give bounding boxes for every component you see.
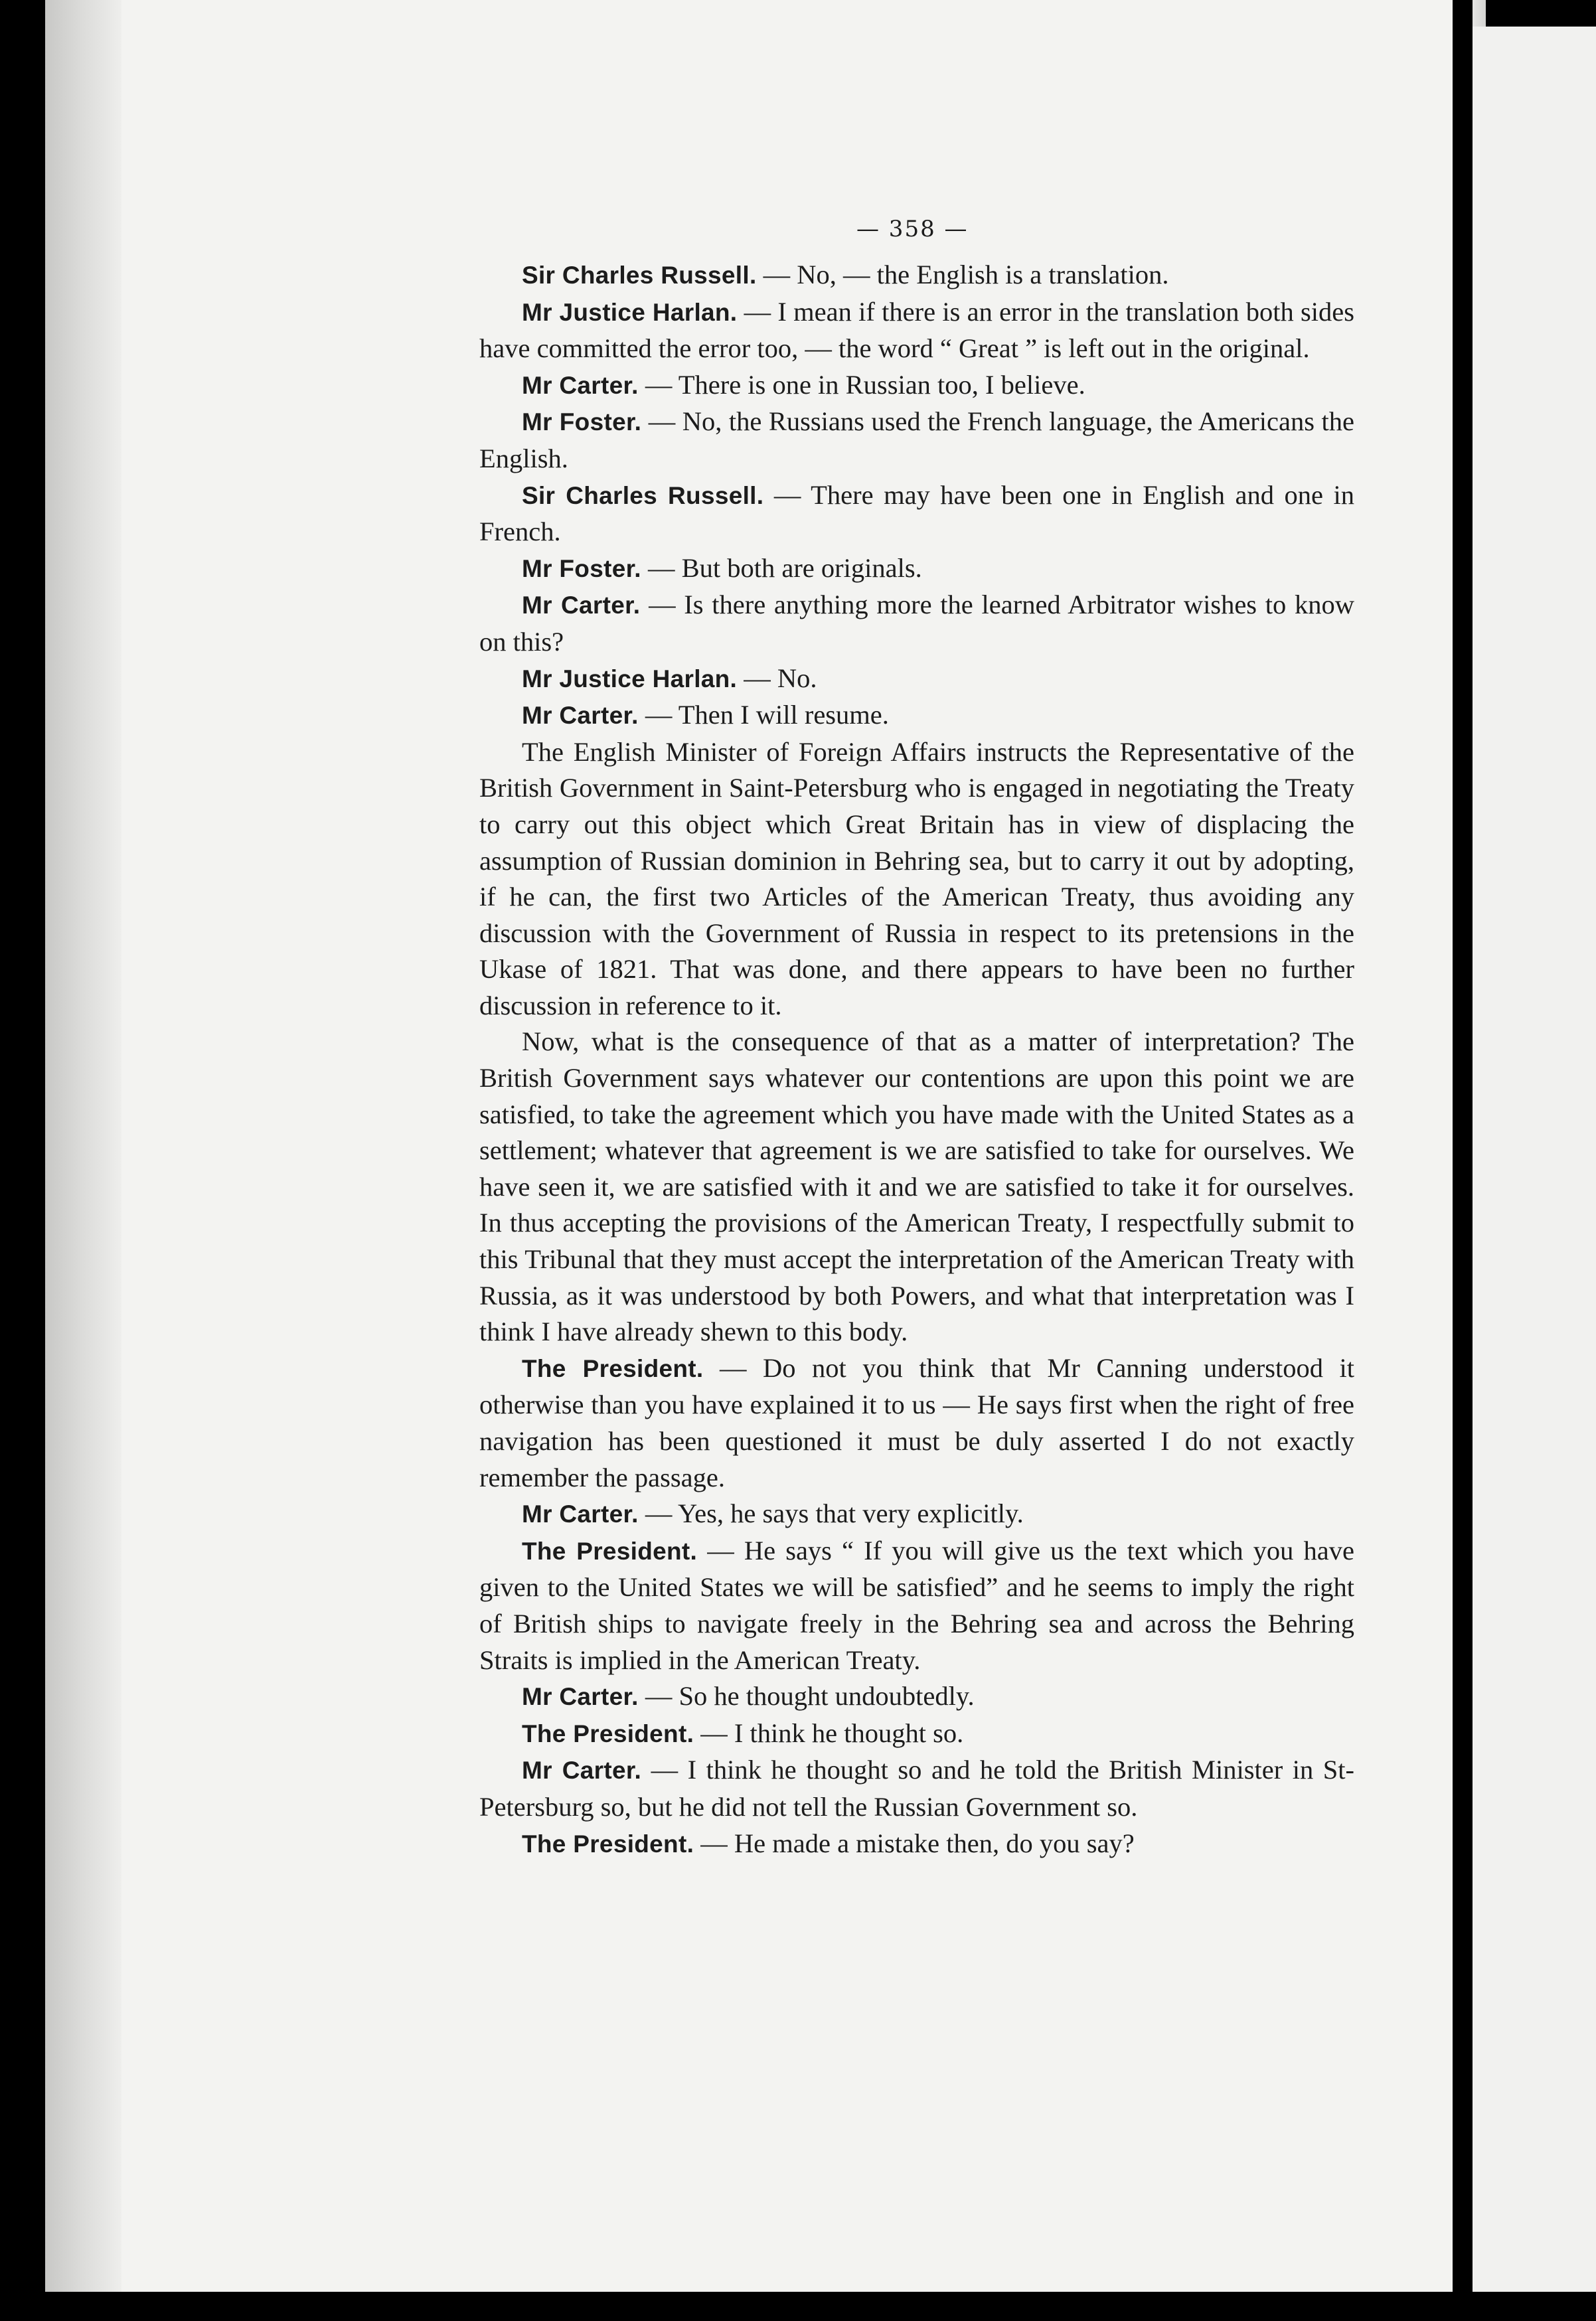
speaker-name: Mr Carter. — [522, 1757, 642, 1785]
paragraph-text: — There is one in Russian too, I believe. — [638, 369, 1085, 400]
speaker-name: Mr Foster. — [522, 554, 641, 582]
paragraph-text: Now, what is the consequence of that as a matter of interpretation? The British Government says whatever our contentions are upon this point we are satisfied, to take the agreement which you have made with the United States as a settlement; whatever that agreement is we are satisfied to take for ourselves. We have seen it, we are satisfied with it and we are satisfied to take it for ourselves. In thus accepting the provisions of the American Treaty, I respectfully submit to this Tribunal that they must accept the interpretation of the American Treaty with Russia, as it was understood by both Powers, and what that interpretation was I think I have already shewn to this body. — [479, 1026, 1354, 1347]
paragraph-text: — I mean if there is an error in the translation both sides have committed the error too, — the word “ Great ” is left out in the original. — [479, 296, 1354, 364]
paragraph — [479, 734, 1354, 1024]
adjacent-page — [1473, 27, 1596, 2292]
spine-shadow — [45, 0, 121, 2292]
speaker-name: Mr Carter. — [522, 592, 641, 619]
page-number: — 358 — — [856, 216, 969, 242]
paragraph-text: — No. — [737, 663, 817, 693]
speaker-name: The President. — [522, 1720, 694, 1747]
paragraph-text: — No, — the English is a translation. — [756, 260, 1169, 289]
paragraph — [479, 257, 1354, 294]
paragraph-text: — I think he thought so. — [694, 1718, 964, 1748]
speaker-name: The President. — [522, 1354, 704, 1382]
paragraph-text: — Is there anything more the learned Arbitrator wishes to know on this? — [479, 590, 1355, 657]
paragraph — [479, 1826, 1354, 1863]
paragraph — [479, 1496, 1354, 1533]
speaker-name: Mr Foster. — [522, 408, 642, 436]
paragraph — [479, 661, 1354, 698]
speaker-name: Mr Carter. — [522, 1500, 639, 1528]
paragraph — [479, 697, 1354, 734]
paragraph — [479, 1024, 1354, 1350]
paragraph-text: — But both are originals. — [641, 552, 922, 583]
speaker-name: Mr Justice Harlan. — [522, 665, 738, 692]
paragraph — [479, 1350, 1354, 1496]
paragraph-text: — There may have been one in English and one in French. — [479, 479, 1355, 547]
speaker-name: Mr Carter. — [522, 371, 639, 399]
paragraph — [479, 587, 1354, 660]
speaker-name: The President. — [522, 1830, 694, 1858]
speaker-name: Mr Carter. — [522, 702, 639, 730]
paragraph-text: — Yes, he says that very explicitly. — [638, 1498, 1024, 1529]
paragraph — [479, 1716, 1354, 1753]
paragraph-text: — No, the Russians used the French language, the Americans the English. — [479, 406, 1354, 473]
paragraph — [479, 367, 1354, 404]
paragraph — [479, 550, 1354, 588]
paragraph-text: — Then I will resume. — [638, 700, 889, 730]
paragraph-text: — So he thought undoubtedly. — [638, 1681, 975, 1712]
paragraph-text: — I think he thought so and he told the British Minister in St-Petersburg so, but he did not tell the Russian Government so. — [479, 1755, 1354, 1822]
paragraph-text: The English Minister of Foreign Affairs instructs the Representative of the British Government in Saint-Petersburg who is engaged in negotiating the Treaty to carry out this object which Great Britain has in view of displacing the assumption of Russian dominion in Behring sea, but to carry it out by adopting, if he can, the first two Articles of the American Treaty, thus avoiding any discussion with the Government of Russia in respect to its pretensions in the Ukase of 1821. That was done, and there appears to have been no further discussion in reference to it. — [479, 736, 1354, 1020]
paragraph — [479, 1678, 1354, 1716]
transcript-text — [479, 257, 1354, 1862]
paragraph — [479, 294, 1354, 367]
paragraph-text: — He made a mistake then, do you say? — [694, 1828, 1135, 1858]
paragraph — [479, 477, 1354, 550]
speaker-name: Sir Charles Russell. — [522, 262, 757, 289]
paragraph — [479, 1533, 1354, 1678]
paragraph-text: — Do not you think that Mr Canning understood it otherwise than you have explained it to us — He says first when the right of free navigation has been questioned it must be duly asserted I do not exactly remember the passage. — [479, 1352, 1354, 1492]
speaker-name: Sir Charles Russell. — [522, 481, 764, 509]
paragraph — [479, 1752, 1354, 1825]
speaker-name: Mr Carter. — [522, 1683, 639, 1711]
paragraph-text: — He says “ If you will give us the text which you have given to the United States we will be satisfied” and he seems to imply the right of British ships to navigate freely in the Behring sea and across the Behring Straits is implied in the American Treaty. — [479, 1535, 1354, 1675]
speaker-name: Mr Justice Harlan. — [522, 298, 738, 326]
paragraph — [479, 404, 1354, 477]
book-page — [45, 0, 1453, 2292]
speaker-name: The President. — [522, 1537, 698, 1565]
